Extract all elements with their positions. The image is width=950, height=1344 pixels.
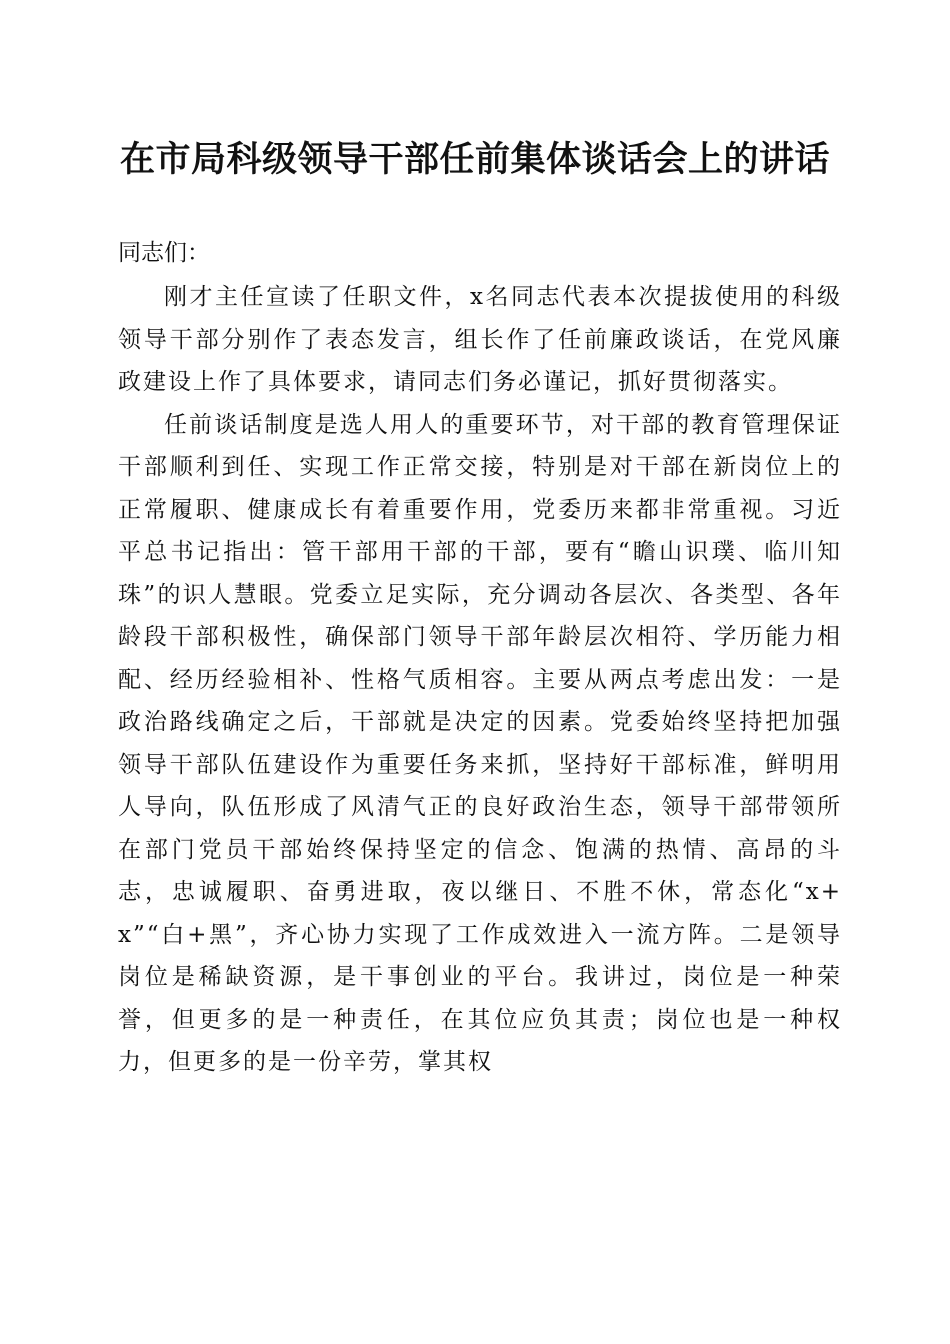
paragraph-opening: 刚才主任宣读了任职文件，x名同志代表本次提拔使用的科级领导干部分别作了表态发言，组长作了任前廉政谈话，在党风廉政建设上作了具体要求，请同志们务必谨记，抓好贯彻落实。 [118, 284, 842, 395]
document-body [118, 276, 842, 1084]
document-title: 在市局科级领导干部任前集体谈话会上的讲话 [119, 139, 830, 180]
paragraph-talk-system: 任前谈话制度是选人用人的重要环节，对干部的教育管理保证干部顺利到任、实现工作正常交接，特别是对干部在新岗位上的正常履职、健康成长有着重要作用，党委历来都非常重视。习近平总书记指出：管干部用干部的干部，要有“瞻山识璞、临川知珠”的识人慧眼。党委立足实际，充分调动各层次、各类型、各年龄段干部积极性，确保部门领导干部年龄层次相符、学历能力相配、经历经验相补、性格气质相容。主要从两点考虑出发：一是政治路线确定之后，干部就是决定的因素。党委始终坚持把加强领导干部队伍建设作为重要任务来抓，坚持好干部标准，鲜明用人导向，队伍形成了风清气正的良好政治生态，领导干部带领所在部门党员干部始终保持坚定的信念、饱满的热情、高昂的斗志，忠诚履职、奋勇进取，夜以继日、不胜不休，常态化“x+x”“白+黑”，齐心协力实现了工作成效进入一流方阵。二是领导岗位是稀缺资源，是干事创业的平台。我讲过，岗位是一种荣誉，但更多的是一种责任，在其位应负其责；岗位也是一种权力，但更多的是一份辛劳，掌其权 [118, 411, 842, 1075]
salutation: 同志们： [118, 240, 210, 266]
